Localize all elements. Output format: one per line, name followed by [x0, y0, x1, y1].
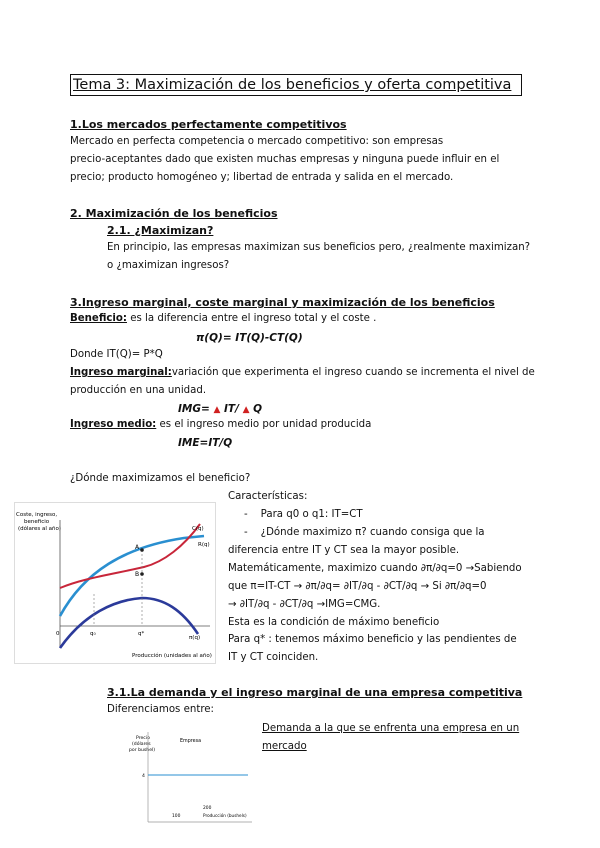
label-a: A — [135, 544, 140, 551]
explanation-line: que π=IT-CT → ∂π/∂q= ∂IT/∂q - ∂CT/∂q → Si ∂π/∂q=0 — [228, 581, 487, 592]
explanation-line: Esta es la condición de máximo beneficio — [228, 617, 440, 628]
section-2-line: En principio, las empresas maximizan sus beneficios pero, ¿realmente maximizan? — [107, 242, 531, 253]
beneficio-text: es la diferencia entre el ingreso total y el coste . — [127, 313, 377, 324]
img-definition-cont: producción en una unidad. — [70, 385, 207, 396]
x-axis-label: Producción (unidades al año) — [132, 653, 212, 659]
beneficio-definition — [70, 310, 376, 328]
section-3-1-lead: Diferenciamos entre: — [107, 704, 214, 715]
explanation-line: Para q* : tenemos máximo beneficio y las pendientes de — [228, 634, 517, 645]
y-axis-label: beneficio — [24, 519, 50, 525]
point-b — [140, 572, 144, 576]
bullet-dash: - — [244, 527, 248, 538]
img-formula-part: Q — [253, 403, 263, 415]
section-1-line: precio; producto homogéneo y; libertad de entrada y salida en el mercado. — [70, 172, 454, 183]
bullet-text: ¿Dónde maximizo π? cuando consiga que la — [260, 527, 485, 538]
img-definition — [70, 364, 535, 382]
label-profit: π(q) — [189, 635, 201, 641]
ime-text: es el ingreso medio por unidad producida — [156, 419, 372, 430]
label-ct: C(q) — [192, 526, 204, 532]
explanation-line: diferencia entre IT y CT sea la mayor posible. — [228, 545, 460, 556]
firm-demand-figure — [108, 726, 256, 836]
section-1-line: Mercado en perfecta competencia o mercado competitivo: son empresas — [70, 136, 444, 147]
section-2-heading: 2. Maximización de los beneficios — [70, 207, 278, 220]
label-q0: q₀ — [90, 631, 96, 637]
x-tick-label: 100 — [172, 814, 181, 819]
label-origin: 0 — [56, 631, 60, 637]
label-qstar: q* — [138, 631, 145, 637]
bullet-dash: - — [244, 509, 248, 520]
section-3-heading: 3.Ingreso marginal, coste marginal y maximización de los beneficios — [70, 296, 495, 309]
profit-formula: π(Q)= IT(Q)-CT(Q) — [196, 332, 303, 344]
delta-icon: ▲ — [213, 405, 221, 415]
question-line: ¿Dónde maximizamos el beneficio? — [70, 473, 251, 484]
section-2-line: o ¿maximizan ingresos? — [107, 260, 230, 271]
y-axis-label: por bushel) — [129, 748, 156, 753]
img-formula-part: IT/ — [224, 403, 239, 415]
section-2-1-heading: 2.1. ¿Maximizan? — [107, 224, 214, 237]
explanation-line: IT y CT coinciden. — [228, 652, 319, 663]
label-it: R(q) — [198, 542, 210, 548]
section-1-line: precio-aceptantes dado que existen muchas empresas y ninguna puede influir en el — [70, 154, 500, 165]
point-a — [140, 548, 144, 552]
beneficio-term: Beneficio: — [70, 313, 127, 324]
ime-formula: IME=IT/Q — [178, 437, 233, 449]
bullet-text: Para q0 o q1: IT=CT — [260, 509, 363, 520]
profit-maximization-figure — [14, 502, 216, 664]
bullet-item — [244, 506, 363, 524]
bullet-item — [244, 524, 485, 542]
img-term: Ingreso marginal: — [70, 367, 172, 378]
demand-subtitle: Demanda a la que se enfrenta una empresa en un — [262, 723, 520, 734]
ime-definition — [70, 416, 371, 434]
demand-subtitle: mercado — [262, 741, 307, 752]
characteristics-title: Características: — [228, 491, 308, 502]
x-tick-label: 200 — [203, 806, 212, 811]
section-3-1-heading: 3.1.La demanda y el ingreso marginal de una empresa competitiva — [107, 686, 523, 699]
delta-icon: ▲ — [242, 405, 250, 415]
y-axis-label: Precio — [136, 736, 150, 741]
y-axis-label: (dólares — [132, 742, 151, 747]
img-formula — [178, 403, 262, 415]
page-title: Tema 3: Maximización de los beneficios y oferta competitiva — [70, 74, 522, 96]
img-formula-part: IMG= — [178, 403, 210, 415]
income-definition: Donde IT(Q)= P*Q — [70, 349, 163, 360]
section-1-heading: 1.Los mercados perfectamente competitivos — [70, 118, 347, 131]
label-b: B — [135, 571, 140, 578]
explanation-line: Matemáticamente, maximizo cuando ∂π/∂q=0 →Sabiendo — [228, 563, 522, 574]
ime-term: Ingreso medio: — [70, 419, 157, 430]
price-label: 4 — [142, 774, 145, 779]
img-text: variación que experimenta el ingreso cuando se incrementa el nivel de — [171, 367, 535, 378]
figure-title: Empresa — [180, 739, 202, 744]
y-axis-label: (dólares al año) — [18, 526, 62, 532]
y-axis-label: Coste, ingreso, — [16, 512, 58, 518]
x-axis-label: Producción (bushels) — [203, 813, 247, 818]
explanation-line: → ∂IT/∂q - ∂CT/∂q →IMG=CMG. — [228, 599, 381, 610]
